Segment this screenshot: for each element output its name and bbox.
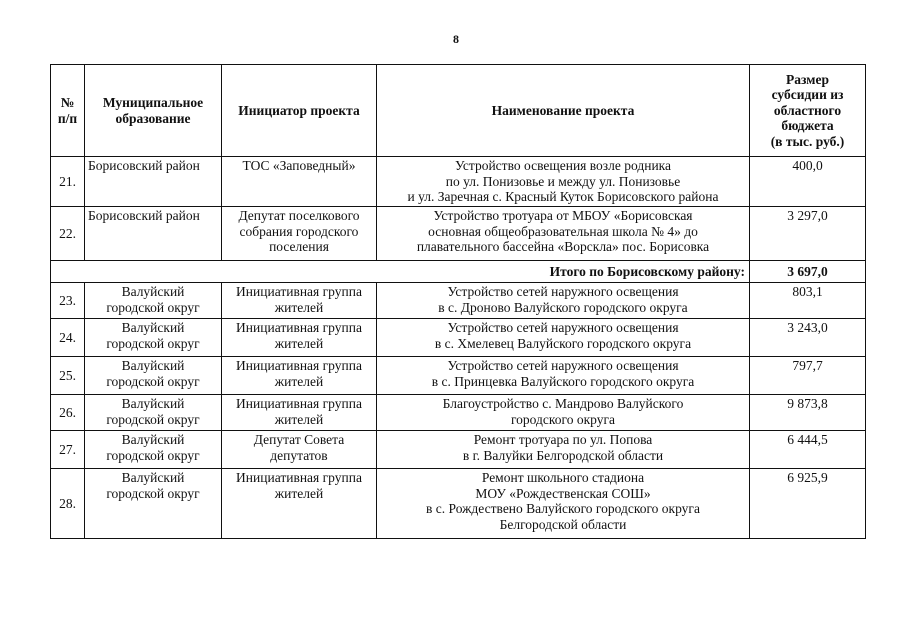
project-line: в с. Дроново Валуйского городского округа	[438, 299, 688, 315]
table-row	[51, 431, 866, 469]
subsidy-cell: 3 297,0	[750, 207, 866, 261]
group-total	[51, 261, 866, 283]
header-subsidy-line: Размер	[786, 71, 829, 87]
project-cell	[377, 357, 750, 395]
header-municipality	[85, 65, 222, 157]
row-number: 22.	[51, 207, 85, 261]
municipality-cell	[85, 319, 222, 357]
project-cell	[377, 395, 750, 431]
row-number: 26.	[51, 395, 85, 431]
project-line: Устройство сетей наружного освещения	[447, 320, 679, 335]
project-line: Устройство сетей наружного освещения	[447, 358, 679, 373]
project-line: в с. Рождествено Валуйского городского округа	[426, 501, 700, 516]
table-row	[51, 395, 866, 431]
header-subsidy-line: субсидии из	[771, 87, 844, 103]
initiator-cell	[222, 395, 377, 431]
row-number: 27.	[51, 431, 85, 469]
municipality-line: Валуйский	[121, 396, 185, 411]
initiator-line: Депутат Совета	[253, 432, 345, 447]
initiator-line: поселения	[269, 239, 329, 254]
header-initiator: Инициатор проекта	[222, 65, 377, 157]
initiator-cell	[222, 319, 377, 357]
table-row	[51, 469, 866, 539]
initiator-cell	[222, 357, 377, 395]
header-subsidy-line: (в тыс. руб.)	[770, 133, 845, 149]
initiator-line: Инициативная группа	[236, 284, 362, 299]
table-row	[51, 357, 866, 395]
initiator-cell	[222, 207, 377, 261]
initiator-line: жителей	[274, 485, 324, 501]
municipality-cell	[85, 431, 222, 469]
group-borisovsky	[51, 157, 866, 261]
project-line: в г. Валуйки Белгородской области	[462, 447, 664, 463]
subsidy-table	[50, 64, 866, 539]
project-line: по ул. Понизовье и между ул. Понизовье	[445, 173, 681, 189]
table-header-row	[51, 65, 866, 157]
subsidy-cell: 803,1	[750, 283, 866, 319]
project-cell	[377, 431, 750, 469]
project-cell	[377, 207, 750, 261]
total-row	[51, 261, 866, 283]
municipality-line: Борисовский район	[88, 208, 200, 223]
initiator-line: жителей	[274, 335, 324, 351]
project-line: Белгородской области	[499, 516, 627, 532]
row-number: 24.	[51, 319, 85, 357]
subsidy-cell: 797,7	[750, 357, 866, 395]
initiator-cell	[222, 469, 377, 539]
municipality-line: Валуйский	[121, 284, 185, 299]
row-number: 25.	[51, 357, 85, 395]
municipality-cell	[85, 283, 222, 319]
municipality-cell	[85, 157, 222, 207]
project-line: плавательного бассейна «Ворскла» пос. Борисовка	[416, 239, 710, 254]
project-line: в с. Принцевка Валуйского городского округа	[431, 373, 695, 389]
project-line: Ремонт тротуара по ул. Попова	[473, 432, 653, 447]
total-value: 3 697,0	[750, 261, 866, 283]
row-number: 23.	[51, 283, 85, 319]
header-num	[51, 65, 85, 157]
project-line: основная общеобразовательная школа № 4» до	[428, 223, 698, 239]
project-line: Устройство тротуара от МБОУ «Борисовская	[433, 208, 693, 223]
header-subsidy-line: бюджета	[781, 118, 834, 134]
municipality-line: городской округ	[106, 447, 200, 463]
initiator-line: Инициативная группа	[236, 470, 362, 485]
header-subsidy	[750, 65, 866, 157]
table-row	[51, 319, 866, 357]
header-municipality-line: Муниципальное	[102, 95, 204, 110]
initiator-line: собрания городского	[239, 223, 359, 239]
initiator-line: Депутат поселкового	[238, 208, 360, 223]
subsidy-cell: 400,0	[750, 157, 866, 207]
subsidy-cell: 6 925,9	[750, 469, 866, 539]
project-line: Благоустройство с. Мандрово Валуйского	[442, 396, 684, 411]
initiator-line: жителей	[274, 373, 324, 389]
municipality-cell	[85, 395, 222, 431]
municipality-cell	[85, 207, 222, 261]
header-project: Наименование проекта	[377, 65, 750, 157]
municipality-line: городской округ	[106, 299, 200, 315]
initiator-line: жителей	[274, 411, 324, 427]
project-cell	[377, 283, 750, 319]
initiator-cell	[222, 431, 377, 469]
header-num-line: №	[60, 95, 75, 110]
initiator-cell	[222, 157, 377, 207]
municipality-line: городской округ	[106, 411, 200, 427]
table-row	[51, 283, 866, 319]
municipality-cell	[85, 469, 222, 539]
initiator-line: жителей	[274, 299, 324, 315]
project-line: Устройство освещения возле родника	[454, 158, 672, 173]
initiator-line: ТОС «Заповедный»	[242, 158, 356, 173]
project-line: Устройство сетей наружного освещения	[447, 284, 679, 299]
municipality-line: Валуйский	[121, 358, 185, 373]
municipality-cell	[85, 357, 222, 395]
municipality-line: Валуйский	[121, 470, 185, 485]
row-number: 28.	[51, 469, 85, 539]
project-cell	[377, 469, 750, 539]
municipality-line: Борисовский район	[88, 158, 200, 173]
header-num-line: п/п	[57, 110, 78, 126]
subsidy-cell: 6 444,5	[750, 431, 866, 469]
table-row	[51, 157, 866, 207]
page-number: 8	[453, 32, 459, 46]
total-label: Итого по Борисовскому району:	[51, 261, 750, 283]
project-cell	[377, 319, 750, 357]
project-line: МОУ «Рождественская СОШ»	[475, 485, 651, 501]
initiator-line: Инициативная группа	[236, 358, 362, 373]
subsidy-cell: 3 243,0	[750, 319, 866, 357]
header-subsidy-line: областного	[773, 102, 842, 118]
initiator-cell	[222, 283, 377, 319]
municipality-line: Валуйский	[121, 320, 185, 335]
municipality-line: городской округ	[106, 335, 200, 351]
municipality-line: Валуйский	[121, 432, 185, 447]
row-number: 21.	[51, 157, 85, 207]
project-line: в с. Хмелевец Валуйского городского округа	[434, 335, 692, 351]
initiator-line: Инициативная группа	[236, 396, 362, 411]
municipality-line: городской округ	[106, 373, 200, 389]
table-row	[51, 207, 866, 261]
project-line: городского округа	[510, 411, 616, 427]
project-cell	[377, 157, 750, 207]
project-line: Ремонт школьного стадиона	[481, 470, 645, 485]
subsidy-cell: 9 873,8	[750, 395, 866, 431]
initiator-line: Инициативная группа	[236, 320, 362, 335]
project-line: и ул. Заречная с. Красный Куток Борисовского района	[407, 189, 719, 204]
municipality-line: городской округ	[106, 485, 200, 501]
initiator-line: депутатов	[270, 447, 328, 463]
header-municipality-line: образование	[115, 110, 191, 126]
group-valuysky	[51, 283, 866, 539]
